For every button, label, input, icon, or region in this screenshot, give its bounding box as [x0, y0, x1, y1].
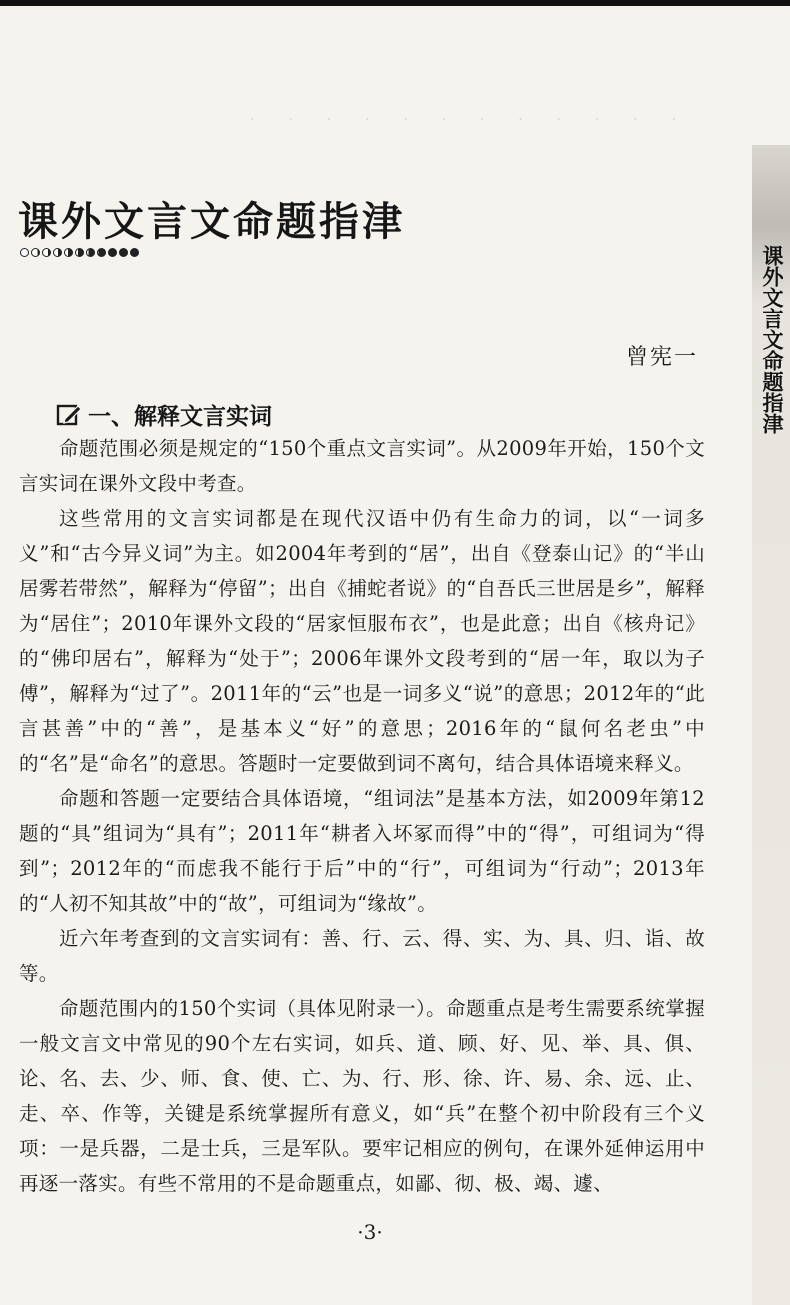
dot-icon [108, 248, 117, 257]
dot-icon [97, 248, 106, 257]
dot-icon [75, 248, 84, 257]
dot-icon [20, 248, 29, 257]
dot-icon [42, 248, 51, 257]
bleed-through-text: · · · · · · · · · · · · [250, 110, 685, 128]
body-text [19, 431, 705, 1201]
decorative-dots [20, 248, 139, 257]
pencil-edit-icon [56, 402, 82, 428]
dot-icon [64, 248, 73, 257]
dot-icon [119, 248, 128, 257]
side-running-title: 课外文言文命题指津 [760, 245, 784, 434]
dot-icon [31, 248, 40, 257]
author-name: 曾宪一 [625, 345, 698, 370]
section-heading [56, 398, 272, 431]
section-heading-text: 一、解释文言实词 [88, 404, 272, 430]
dot-icon [53, 248, 62, 257]
paragraph: 近六年考查到的文言实词有：善、行、云、得、实、为、具、归、诣、故等。 [19, 927, 705, 985]
dot-icon [86, 248, 95, 257]
paragraph: 这些常用的文言实词都是在现代汉语中仍有生命力的词，以“一词多义”和“古今异义词”为主。如2004年考到的“居”，出自《登泰山记》的“半山居雾若带然”，解释为“停留”；出自《捕蛇者说》的“自吾氏三世居是乡”，解释为“居住”；2010年课外文段的“居家恒服布衣”，也是此意；出自《核舟记》的“佛印居右”，解释为“处于”；2006年课外文段考到的“居一年，取以为子傅”，解释为“过了”。2011年的“云”也是一词多义“说”的意思；2012年的“此言甚善”中的“善”，是基本义“好”的意思；2016年的“鼠何名老虫”中的“名”是“命名”的意思。答题时一定要做到词不离句，结合具体语境来释义。 [19, 507, 705, 775]
page-number: ·3· [357, 1220, 383, 1244]
paragraph: 命题范围内的150个实词（具体见附录一）。命题重点是考生需要系统掌握一般文言文中常见的90个左右实词，如兵、道、顾、好、见、举、具、俱、论、名、去、少、师、食、使、亡、为、行、形、徐、许、易、余、远、止、走、卒、作等，关键是系统掌握所有意义，如“兵”在整个初中阶段有三个义项：一是兵器，二是士兵，三是军队。要牢记相应的例句，在课外延伸运用中再逐一落实。有些不常用的不是命题重点，如鄙、彻、极、竭、遽、 [19, 997, 705, 1195]
paragraph: 命题和答题一定要结合具体语境，“组词法”是基本方法，如2009年第12题的“具”组词为“具有”；2011年“耕者入坏冢而得”中的“得”，可组词为“得到”；2012年的“而虑我不能行于后”中的“行”，可组词为“行动”；2013年的“人初不知其故”中的“故”，可组词为“缘故”。 [19, 787, 705, 915]
dot-icon [130, 248, 139, 257]
page-title: 课外文言文命题指津 [18, 199, 405, 245]
top-rule [0, 0, 790, 6]
paragraph: 命题范围必须是规定的“150个重点文言实词”。从2009年开始，150个文言实词在课外文段中考查。 [19, 437, 705, 495]
